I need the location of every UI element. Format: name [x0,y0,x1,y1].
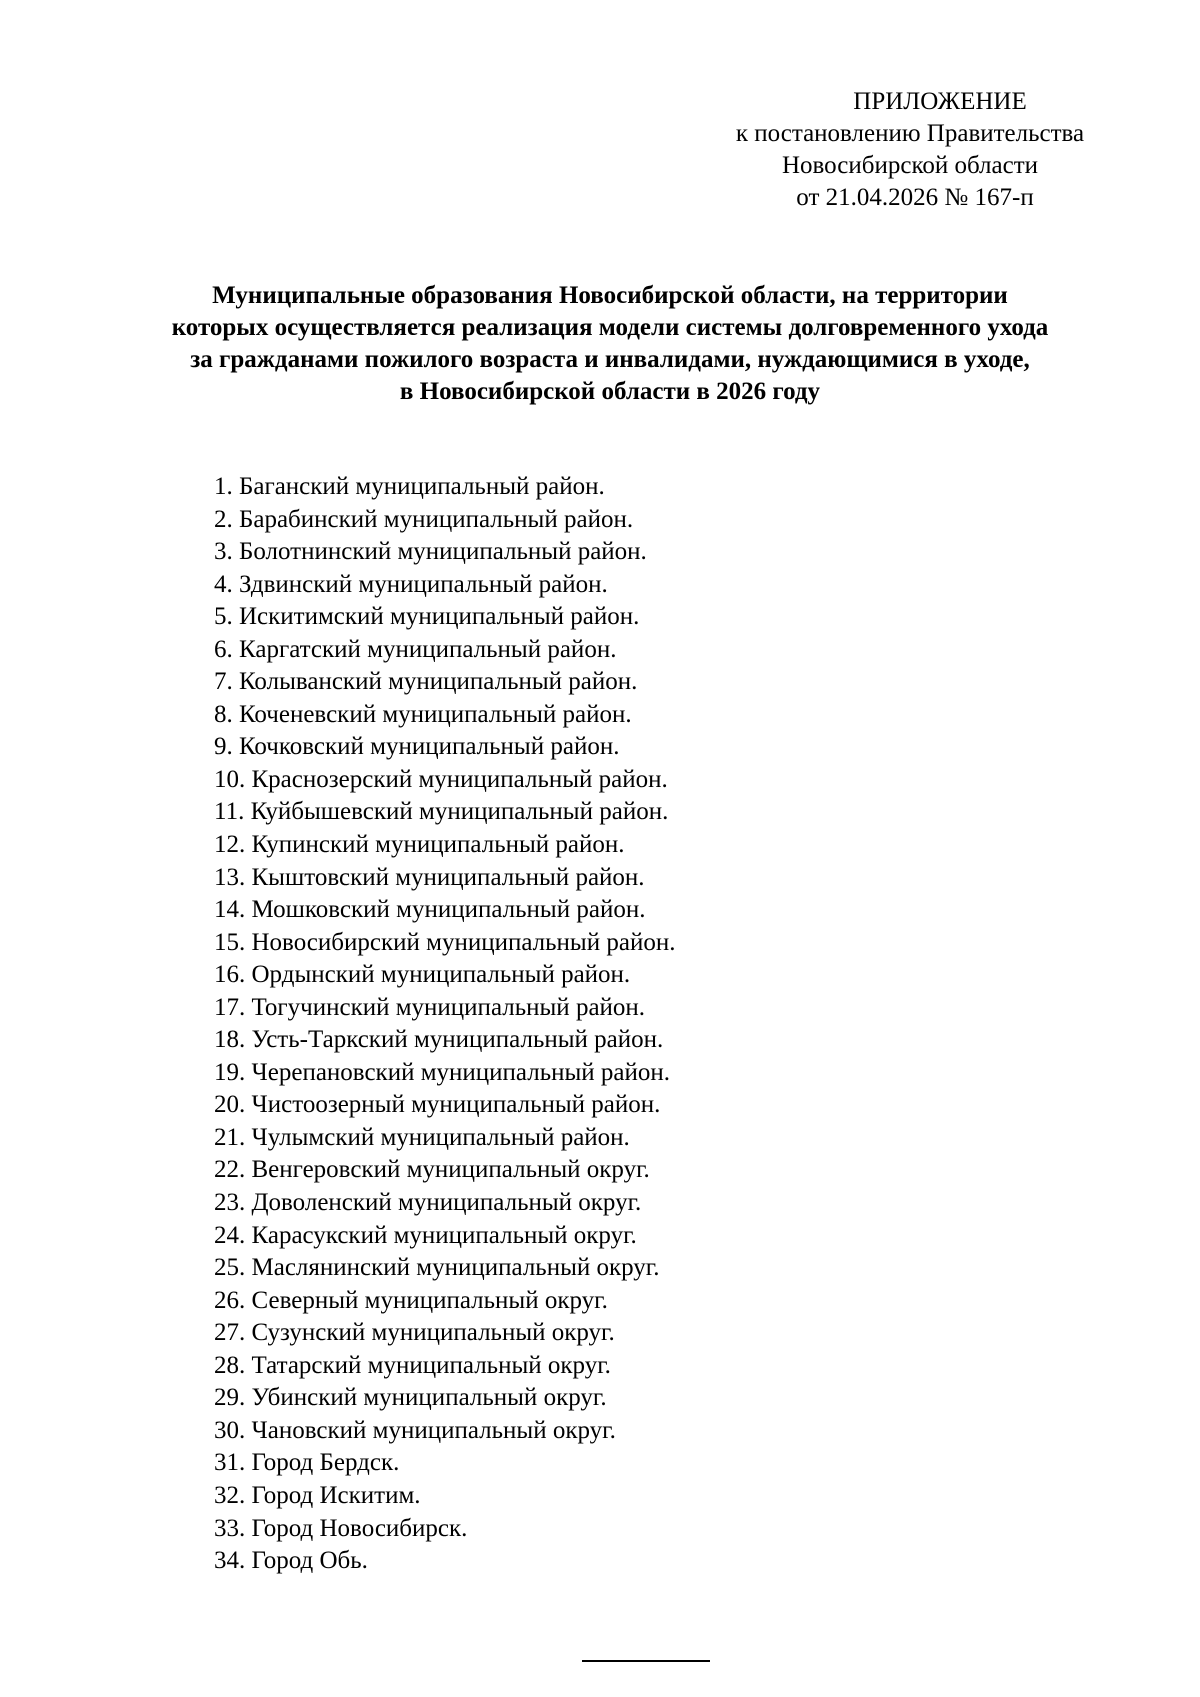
list-item: 2. Барабинский муниципальный район. [214,505,634,533]
list-item: 1. Баганский муниципальный район. [214,473,605,500]
annex-line-resolution: к постановлению Правительства [735,120,1085,147]
document-title-line-4: в Новосибирской области в 2026 году [399,378,821,405]
document-title [110,280,1110,408]
list-item: 31. Город Бердск. [214,1449,400,1477]
list-item: 17. Тогучинский муниципальный район. [214,993,646,1021]
list-item: 9. Кочковский муниципальный район. [214,733,620,761]
list-item: 16. Ордынский муниципальный район. [214,961,631,989]
document-title-line-1: Муниципальные образования Новосибирской области, на территории [212,282,1008,309]
list-item: 6. Каргатский муниципальный район. [214,635,617,663]
list-item: 19. Черепановский муниципальный район. [214,1058,671,1086]
municipality-list [214,471,675,1578]
list-item: 20. Чистоозерный муниципальный район. [214,1091,661,1119]
list-item: 12. Купинский муниципальный район. [214,831,625,859]
document-title-line-3: за гражданами пожилого возраста и инвалидами, нуждающимися в уходе, [190,346,1030,373]
list-item: 10. Краснозерский муниципальный район. [214,765,668,793]
list-item: 8. Коченевский муниципальный район. [214,700,632,728]
list-item: 34. Город Обь. [214,1547,368,1575]
list-item: 14. Мошковский муниципальный район. [214,896,646,924]
list-item: 27. Сузунский муниципальный округ. [214,1319,615,1347]
annex-line-region: Новосибирской области [781,152,1039,179]
list-item: 13. Кыштовский муниципальный район. [214,863,645,891]
list-item: 33. Город Новосибирск. [214,1514,468,1542]
annex-header [690,86,1130,214]
list-item: 18. Усть-Таркский муниципальный район. [214,1026,664,1054]
annex-decree-date-number: от 21.04.2026 № 167-п [796,184,1034,211]
list-item: 15. Новосибирский муниципальный район. [214,928,676,956]
list-item: 23. Доволенский муниципальный округ. [214,1189,642,1217]
list-item: 5. Искитимский муниципальный район. [214,603,640,631]
list-item: 29. Убинский муниципальный округ. [214,1384,607,1412]
list-item: 11. Куйбышевский муниципальный район. [214,798,669,826]
closing-divider-line [582,1660,710,1662]
annex-title: ПРИЛОЖЕНИЕ [853,88,1027,115]
document-title-line-2: которых осуществляется реализация модели системы долговременного ухода [171,314,1049,341]
list-item: 22. Венгеровский муниципальный округ. [214,1156,650,1184]
list-item: 24. Карасукский муниципальный округ. [214,1221,637,1249]
list-item: 32. Город Искитим. [214,1481,421,1509]
list-item: 4. Здвинский муниципальный район. [214,570,608,598]
list-item: 21. Чулымский муниципальный район. [214,1123,630,1151]
list-item: 28. Татарский муниципальный округ. [214,1351,611,1379]
list-item: 7. Колыванский муниципальный район. [214,668,638,696]
list-item: 30. Чановский муниципальный округ. [214,1416,616,1444]
list-item: 3. Болотнинский муниципальный район. [214,538,647,566]
list-item: 26. Северный муниципальный округ. [214,1286,608,1314]
list-item: 25. Маслянинский муниципальный округ. [214,1254,660,1282]
